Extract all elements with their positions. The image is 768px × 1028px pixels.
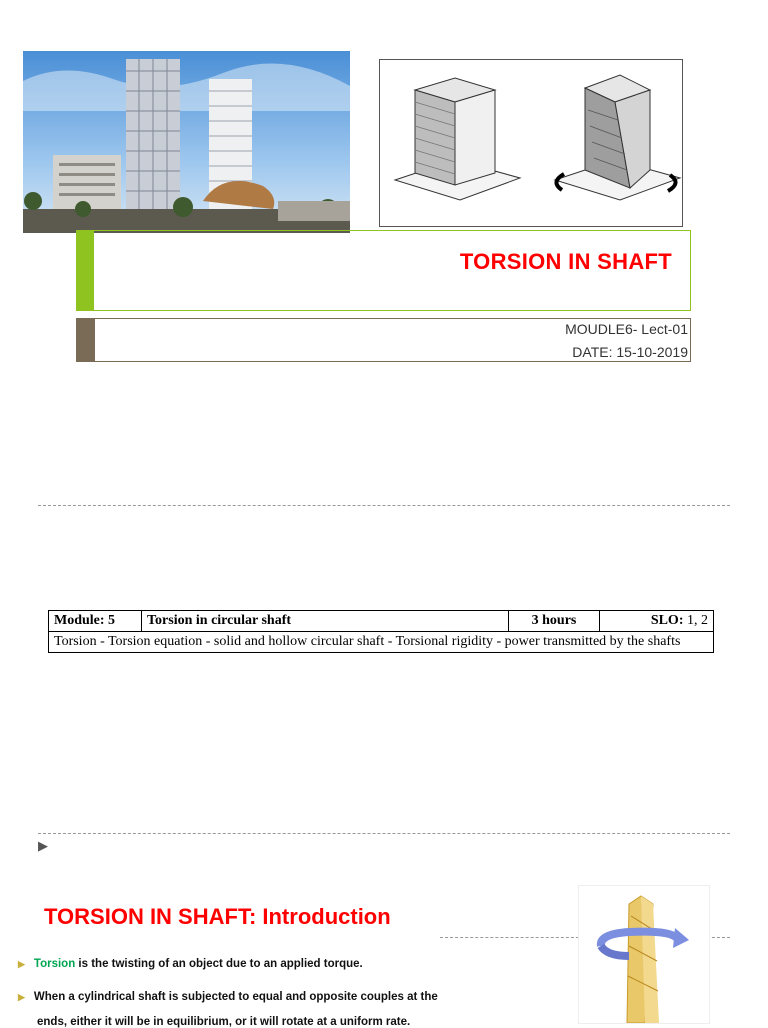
slo-label: SLO: xyxy=(650,613,684,628)
bullet-text: When a cylindrical shaft is subjected to equal and opposite couples at the xyxy=(33,991,438,1003)
bullet-continuation: ends, either it will be in equilibrium, or it will rotate at a uniform rate. xyxy=(37,1016,411,1028)
slide-divider xyxy=(38,833,730,834)
description-cell: Torsion - Torsion equation - solid and hollow circular shaft - Torsional rigidity - power transmitted by the shafts xyxy=(49,632,714,653)
table-row xyxy=(49,632,714,653)
module-lecture-label: MOUDLE6- Lect-01 xyxy=(565,321,688,337)
bullet-item xyxy=(18,991,438,1003)
bullet-arrow-icon: ▶ xyxy=(18,992,25,1002)
slo-cell xyxy=(600,611,714,632)
buildings-photo xyxy=(23,51,350,233)
slide-title: TORSION IN SHAFT xyxy=(459,249,672,274)
play-arrow-icon: ▶ xyxy=(38,838,48,853)
twisted-bar-image xyxy=(578,885,710,1024)
subtitle-box xyxy=(76,318,691,362)
table-row xyxy=(49,611,714,632)
topic-cell: Torsion in circular shaft xyxy=(142,611,509,632)
intro-title: TORSION IN SHAFT: Introduction xyxy=(44,904,391,929)
bullet-text: is the twisting of an object due to an applied torque. xyxy=(75,958,363,970)
bullet-arrow-icon: ▶ xyxy=(18,959,25,969)
syllabus-table xyxy=(48,610,714,653)
date-label: DATE: 15-10-2019 xyxy=(572,344,688,360)
bullet-item xyxy=(18,958,363,970)
slide-divider xyxy=(38,505,730,506)
module-cell: Module: 5 xyxy=(49,611,142,632)
torsion-term: Torsion xyxy=(33,958,76,970)
torsion-diagram xyxy=(379,59,683,227)
slo-value: 1, 2 xyxy=(683,613,708,628)
title-box xyxy=(76,230,691,311)
hours-cell: 3 hours xyxy=(509,611,600,632)
